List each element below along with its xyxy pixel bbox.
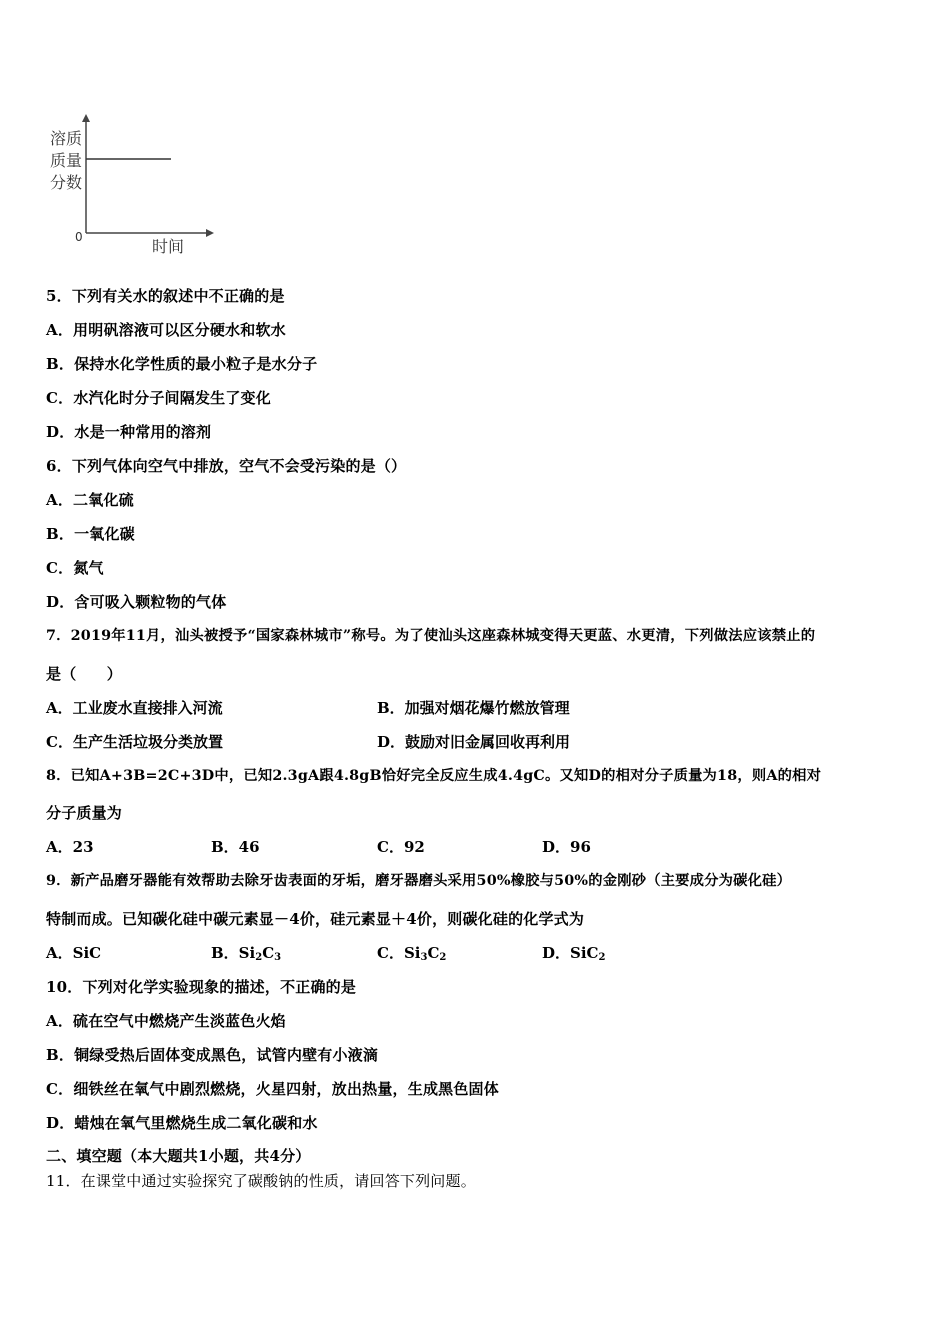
q8-option-c: C．92: [377, 838, 425, 856]
q5-option-a: A．用明矾溶液可以区分硬水和软水: [46, 321, 286, 339]
q5-option-d: D．水是一种常用的溶剂: [46, 423, 212, 441]
q10-stem: 10．下列对化学实验现象的描述，不正确的是: [46, 978, 357, 996]
q7-option-d: D．鼓励对旧金属回收再利用: [377, 733, 571, 751]
q10-option-b: B．铜绿受热后固体变成黑色，试管内壁有小液滴: [46, 1046, 379, 1064]
q9-option-c: C．$Si_3C_2$: [377, 944, 447, 963]
q7-option-a: A．工业废水直接排入河流: [46, 699, 223, 717]
q5-option-c: C．水汽化时分子间隔发生了变化: [46, 389, 271, 407]
graph-axes: [40, 108, 230, 258]
q6-option-a: A．二氧化硫: [46, 491, 134, 509]
q9-option-b: B．$Si_2C_3$: [211, 944, 282, 963]
q11-stem: 11．在课堂中通过实验探究了碳酸钠的性质，请回答下列问题。: [46, 1172, 476, 1190]
q10-option-d: D．蜡烛在氧气里燃烧生成二氧化碳和水: [46, 1114, 318, 1132]
q8-stem-line1: 8．已知A+3B=2C+3D中，已知2.3gA跟4.8gB恰好完全反应生成4.4gC。又知D的相对分子质量为18，则A的相对: [46, 768, 822, 784]
q8-option-b: B．46: [211, 838, 260, 856]
solute-fraction-graph: [40, 108, 230, 258]
q6-stem: 6．下列气体向空气中排放，空气不会受污染的是（）: [46, 457, 407, 475]
q9-stem-line2: 特制而成。已知碳化硅中碳元素显－4价，硅元素显＋4价，则碳化硅的化学式为: [46, 910, 585, 928]
q6-option-d: D．含可吸入颗粒物的气体: [46, 593, 227, 611]
section-title-fill-in: 二、填空题（本大题共1小题，共4分）: [46, 1147, 311, 1165]
q8-option-d: D．96: [542, 838, 591, 856]
graph-y-label: 溶质 质量 分数: [49, 129, 82, 192]
q8-stem-line2: 分子质量为: [46, 804, 123, 822]
q7-stem-line1: 7．2019年11月，汕头被授予“国家森林城市”称号。为了使汕头这座森林城变得天更蓝、水更清，下列做法应该禁止的: [46, 628, 816, 644]
q7-stem-line2: 是（ ）: [46, 665, 123, 683]
q5-option-b: B．保持水化学性质的最小粒子是水分子: [46, 355, 318, 373]
q6-option-c: C．氮气: [46, 559, 104, 577]
q5-stem: 5．下列有关水的叙述中不正确的是: [46, 287, 285, 305]
q7-option-b: B．加强对烟花爆竹燃放管理: [377, 699, 570, 717]
q9-option-a: A．SiC: [46, 944, 102, 962]
graph-x-label: 时间: [152, 237, 185, 256]
q9-option-d: D．SiC$_2$: [542, 944, 606, 963]
q7-option-c: C．生产生活垃圾分类放置: [46, 733, 223, 751]
q6-option-b: B．一氧化碳: [46, 525, 135, 543]
q10-option-a: A．硫在空气中燃烧产生淡蓝色火焰: [46, 1012, 286, 1030]
q8-option-a: A．23: [46, 838, 94, 856]
q10-option-c: C．细铁丝在氧气中剧烈燃烧，火星四射，放出热量，生成黑色固体: [46, 1080, 499, 1098]
q9-stem-line1: 9．新产品磨牙器能有效帮助去除牙齿表面的牙垢，磨牙器磨头采用50%橡胶与50%的金刚砂（主要成分为碳化硅）: [46, 873, 792, 889]
graph-origin: 0: [75, 230, 83, 244]
